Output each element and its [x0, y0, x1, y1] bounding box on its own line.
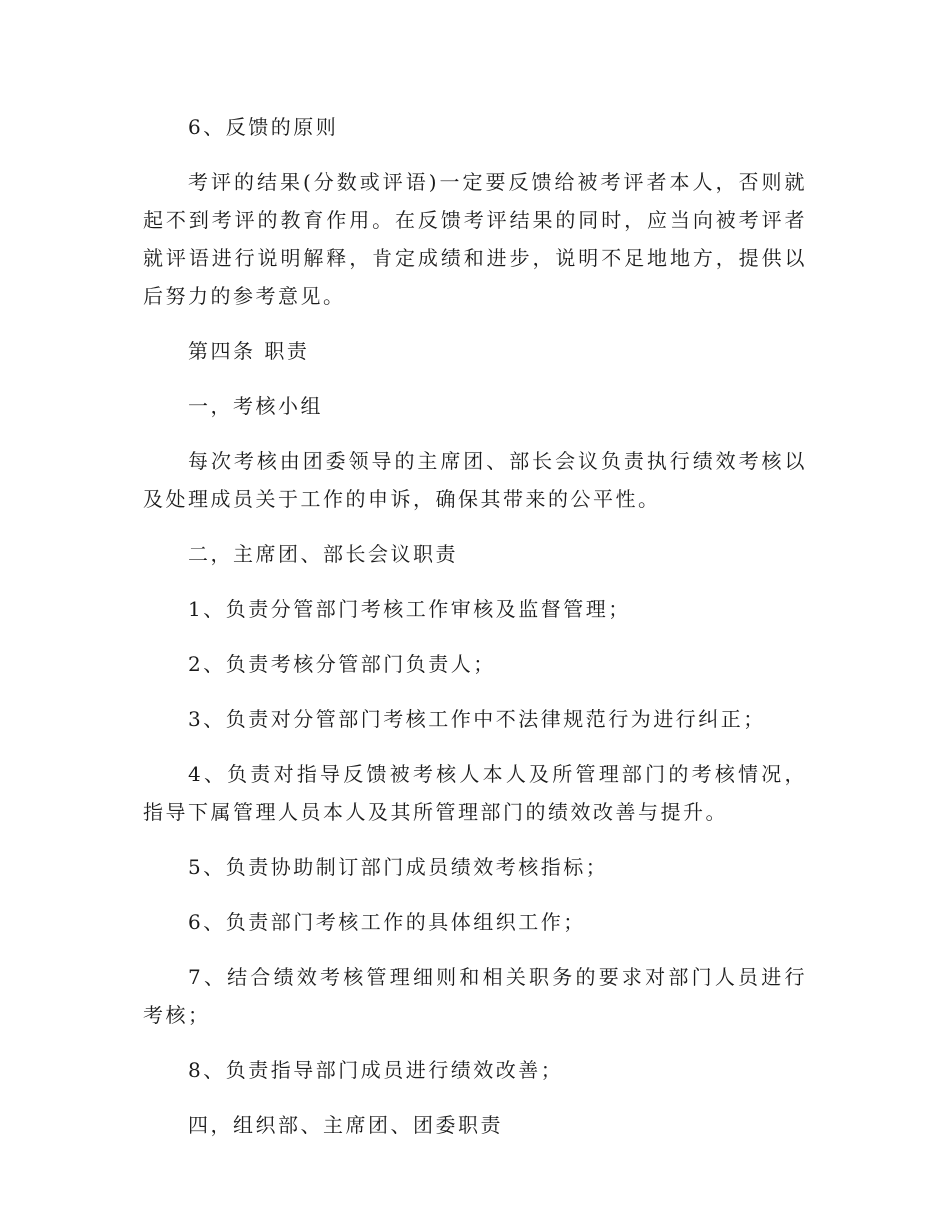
paragraph-feedback-description: 考评的结果(分数或评语)一定要反馈给被考评者本人，否则就起不到考评的教育作用。在反馈考评结果的同时，应当向被考评者就评语进行说明解释，肯定成绩和进步，说明不足地地方，提供以后努力的参考意见。 [143, 170, 807, 308]
list-item-duty-2: 2、负责考核分管部门负责人； [188, 652, 496, 676]
document-body [143, 108, 807, 1161]
article-heading-duties: 第四条 职责 [188, 339, 310, 363]
paragraph-assessment-group: 每次考核由团委领导的主席团、部长会议负责执行绩效考核以及处理成员关于工作的申诉，确保其带来的公平性。 [143, 449, 807, 511]
list-item-duty-6: 6、负责部门考核工作的具体组织工作； [188, 910, 586, 934]
subheading-presidium-duties: 二，主席团、部长会议职责 [188, 542, 458, 566]
list-item-duty-1: 1、负责分管部门考核工作审核及监督管理； [188, 597, 631, 621]
subheading-assessment-group: 一，考核小组 [188, 394, 323, 418]
section-heading-feedback-principle: 6、反馈的原则 [188, 115, 339, 139]
subheading-organization-duties: 四，组织部、主席团、团委职责 [188, 1113, 503, 1137]
list-item-duty-5: 5、负责协助制订部门成员绩效考核指标； [188, 855, 609, 879]
list-item-duty-3: 3、负责对分管部门考核工作中不法律规范行为进行纠正； [188, 707, 766, 731]
list-item-duty-8: 8、负责指导部门成员进行绩效改善； [188, 1058, 564, 1082]
list-item-duty-7: 7、结合绩效考核管理细则和相关职务的要求对部门人员进行考核； [143, 965, 807, 1027]
list-item-duty-4: 4、负责对指导反馈被考核人本人及所管理部门的考核情况，指导下属管理人员本人及其所管理部门的绩效改善与提升。 [143, 762, 807, 824]
